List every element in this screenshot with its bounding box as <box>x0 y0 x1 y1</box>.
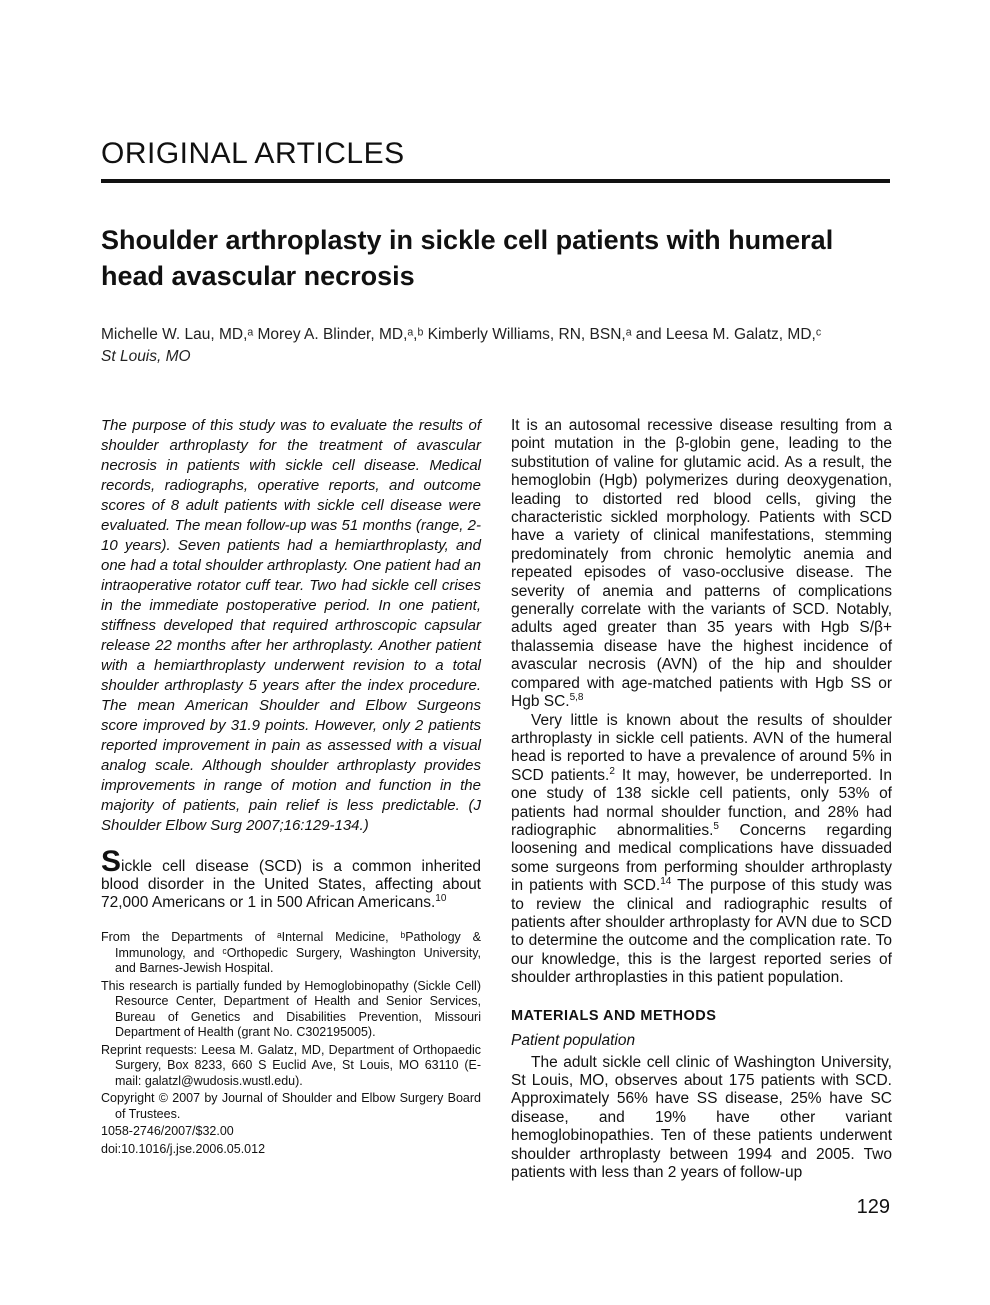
body-text: Concerns regarding loosening and medical complications have dissuaded some surgeons from performing shoulder arthroplasty in patients with SCD. <box>511 821 892 895</box>
heading-rule <box>101 179 890 183</box>
reference-marker: 5,8 <box>569 691 584 703</box>
abstract: The purpose of this study was to evaluate the results of shoulder arthroplasty for the treatment of avascular necrosis in patients with sickle cell disease. Medical records, radiographs, operative reports, and outcome scores of 8 adult patients with sickle cell disease were evaluated. The mean follow-up was 51 months (range, 2-10 years). Seven patients had a hemiarthroplasty, and one had a total shoulder arthroplasty. One patient had an intraoperative rotator cuff tear. Two had sickle cell crises in the immediate postoperative period. In one patient, stiffness developed that required arthroscopic capsular release 22 months after her arthroplasty. Another patient with a hemiarthroplasty underwent revision to a total shoulder arthroplasty 5 years after the index procedure. The mean American Shoulder and Elbow Surgeons score improved by 31.9 points. However, only 2 patients reported improvement in pain as assessed with a visual analog scale. Although shoulder arthroplasty provides improvements in range of motion and function in the majority of patients, pain relief is less predictable. (J Shoulder Elbow Surg 2007;16:129-134.) <box>101 417 481 834</box>
article-title: Shoulder arthroplasty in sickle cell patients with humeral head avascular necrosis <box>101 225 834 291</box>
body-text: It is an autosomal recessive disease resulting from a point mutation in the β-globin gene, leading to the substitution of valine for glutamic acid. As a result, the hemoglobin (Hgb) polymerizes during deoxygenation, leading to distorted red blood cells, giving the characteristic sickled morphology. Patients with SCD have a variety of clinical manifestations, stemming predominately from chronic hemolytic anemia and repeated episodes of vaso-occlusive disease. The severity of anemia and patterns of complications generally correlate with the variants of SCD. Notably, adults aged greater than 35 years with Hgb S/β+ thalassemia disease have the highest incidence of avascular necrosis (AVN) of the hip and shoulder compared with age-matched patients with Hgb SS or Hgb SC. <box>511 417 892 711</box>
intro-paragraph <box>101 845 481 912</box>
population-heading: Patient population <box>511 1031 636 1049</box>
page-number: 129 <box>856 1196 890 1218</box>
section-heading: ORIGINAL ARTICLES <box>101 137 405 170</box>
reference-marker: 14 <box>660 876 672 887</box>
drop-cap: S <box>101 845 122 878</box>
footnotes <box>101 930 481 1157</box>
left-column <box>101 416 481 1159</box>
body-paragraph <box>511 712 892 988</box>
right-column <box>511 417 892 1182</box>
author-block <box>101 324 891 368</box>
body-text: It may, however, be underreported. In one study of 138 sickle cell patients, only 53% of patients had normal shoulder function, and 28% had radiographic abnormalities. <box>511 766 892 839</box>
footnote-funding: This research is partially funded by Hemoglobinopathy (Sickle Cell) Resource Center, Department of Health and Senior Services, Bureau of Genetics and Disabilities Prevention, Missouri Department of Health (grant No. C302195005). <box>101 978 481 1039</box>
reference-marker: 10 <box>435 892 447 904</box>
methods-heading: MATERIALS AND METHODS <box>511 1007 717 1024</box>
footnote-affiliation: From the Departments of ᵃInternal Medicine, ᵇPathology & Immunology, and ᶜOrthopedic Surgery, Washington University, and Barnes-Jewish Hospital. <box>101 930 481 975</box>
body-paragraph: The adult sickle cell clinic of Washington University, St Louis, MO, observes about 175 patients with SCD. Approximately 56% have SS disease, 25% have SC disease, and 19% have other variant hemoglobinopathies. Ten of these patients underwent shoulder arthroplasty between 1994 and 2005. Two patients with less than 2 years of follow-up <box>511 1053 892 1182</box>
intro-text: ickle cell disease (SCD) is a common inherited blood disorder in the United States, affecting about 72,000 Americans or 1 in 500 African Americans. <box>101 858 481 911</box>
footnote-doi: doi:10.1016/j.jse.2006.05.012 <box>101 1141 266 1156</box>
body-text: The purpose of this study was to review the clinical and radiographic results of patients after shoulder arthroplasty for AVN due to SCD to determine the outcome and the complication rate. To our knowledge, this is the largest reported series of shoulder arthroplasties in this patient population. <box>511 877 892 987</box>
body-paragraph <box>511 417 892 712</box>
footnote-reprint: Reprint requests: Leesa M. Galatz, MD, Department of Orthopaedic Surgery, Box 8233, 660 S Euclid Ave, St Louis, MO 63110 (E-mail: galatzl@wudosis.wustl.edu). <box>101 1042 481 1088</box>
body-text: Very little is known about the results of shoulder arthroplasty in sickle cell patients. AVN of the humeral head is reported to have a prevalence of around 5% in SCD patients. <box>511 711 892 784</box>
footnote-issn: 1058-2746/2007/$32.00 <box>101 1124 234 1138</box>
footnote-copyright: Copyright © 2007 by Journal of Shoulder and Elbow Surgery Board of Trustees. <box>101 1091 481 1121</box>
author-names: Michelle W. Lau, MD,ᵃ Morey A. Blinder, MD,ᵃ,ᵇ Kimberly Williams, RN, BSN,ᵃ and Leesa M. Galatz, MD,ᶜ <box>101 326 822 343</box>
reference-marker: 2 <box>609 765 615 777</box>
reference-marker: 5 <box>713 820 719 832</box>
author-location: St Louis, MO <box>101 348 191 365</box>
